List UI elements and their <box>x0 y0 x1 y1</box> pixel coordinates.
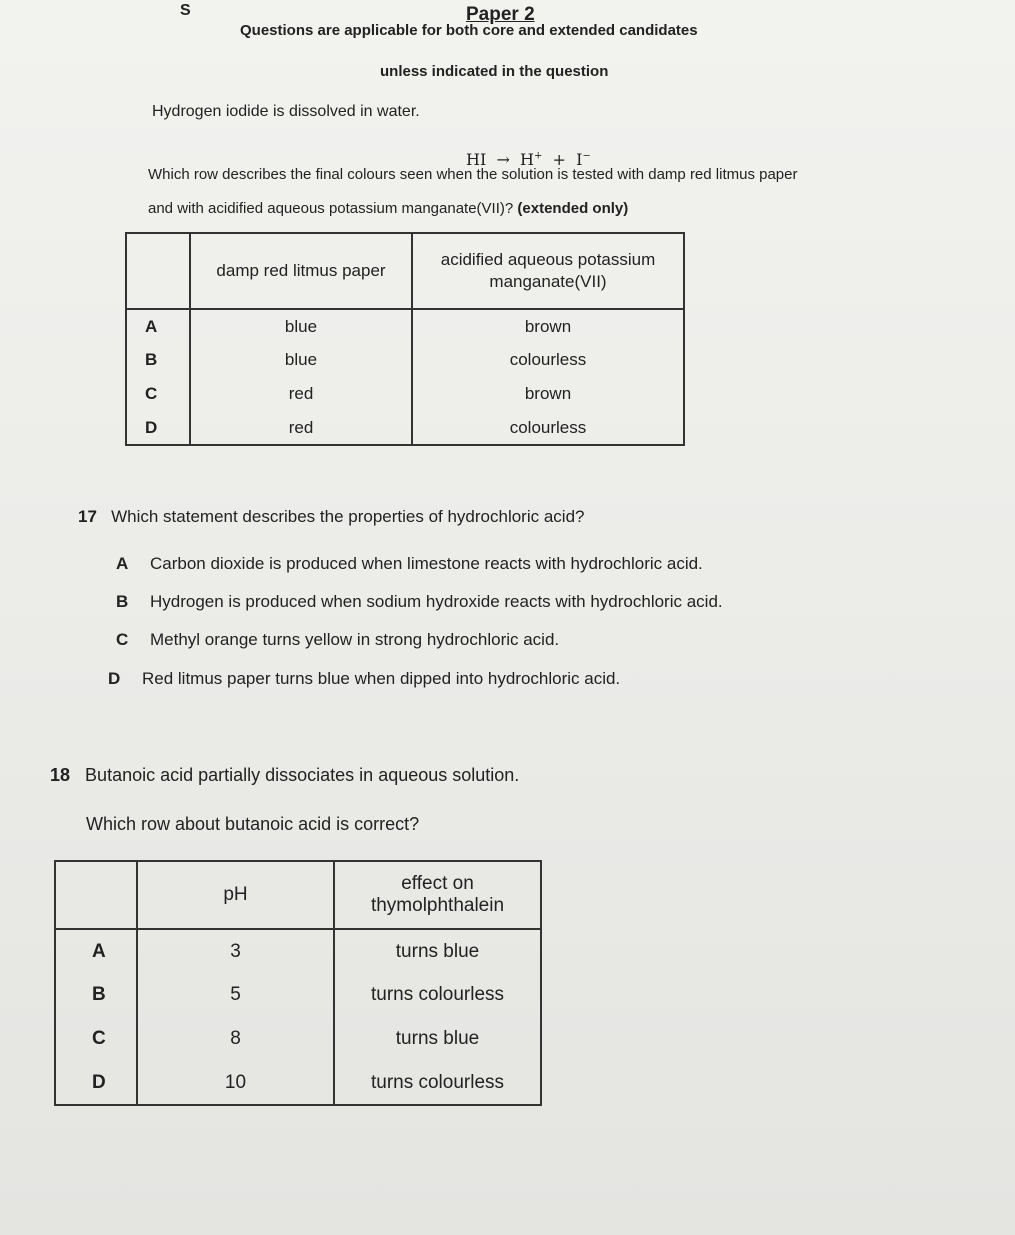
ph-cell: 10 <box>137 1061 334 1105</box>
q16-question-line1: Which row describes the final colours seen when the solution is tested with damp red litmus paper <box>148 166 798 183</box>
table-row <box>55 973 541 1017</box>
q16-stem: Hydrogen iodide is dissolved in water. <box>152 103 420 120</box>
row-label: B <box>126 343 190 377</box>
equation-product-h: H <box>520 150 534 169</box>
option-label: B <box>116 592 129 611</box>
table-header-ph: pH <box>137 861 334 929</box>
q16-question-line2 <box>148 200 628 217</box>
table-row <box>126 411 684 445</box>
q16-question-text: and with acidified aqueous potassium manganate(VII)? <box>148 200 514 217</box>
header-instruction-line1: Questions are applicable for both core and extended candidates <box>240 22 698 39</box>
equation-product-i: I <box>576 150 583 169</box>
option-text: Carbon dioxide is produced when limestone reacts with hydrochloric acid. <box>150 554 703 573</box>
table-header-blank <box>126 233 190 309</box>
litmus-cell: blue <box>190 343 412 377</box>
table-header-manganate: acidified aqueous potassium manganate(VII) <box>412 233 684 309</box>
equation-reactant: HI <box>466 150 487 169</box>
paper-title: Paper 2 <box>466 4 535 25</box>
table-row <box>126 377 684 411</box>
row-label: A <box>55 929 137 973</box>
row-label: D <box>126 411 190 445</box>
q16-question-note: (extended only) <box>517 200 629 217</box>
q17-option-b <box>116 592 723 612</box>
q17-option-d <box>108 669 620 689</box>
equation-h-charge: + <box>533 150 543 162</box>
equation-arrow: → <box>496 150 510 169</box>
q16-answer-table <box>125 232 685 446</box>
table-row <box>55 1017 541 1061</box>
q17-text: Which statement describes the properties of hydrochloric acid? <box>111 507 585 526</box>
ph-cell: 3 <box>137 929 334 973</box>
row-label: A <box>126 309 190 343</box>
table-header-blank <box>55 861 137 929</box>
table-header-row <box>126 233 684 309</box>
equation-i-charge: − <box>582 150 591 162</box>
row-label: B <box>55 973 137 1017</box>
row-label: C <box>55 1017 137 1061</box>
q18-stem <box>50 765 519 786</box>
q17-stem <box>78 507 585 527</box>
option-label: C <box>116 630 129 649</box>
effect-cell: turns blue <box>334 1017 541 1061</box>
q17-option-c <box>116 630 559 650</box>
row-label: D <box>55 1061 137 1105</box>
manganate-cell: brown <box>412 309 684 343</box>
row-label: C <box>126 377 190 411</box>
q17-number: 17 <box>78 507 97 526</box>
litmus-cell: red <box>190 377 412 411</box>
q17-option-a <box>116 554 703 574</box>
header-instruction-line2: unless indicated in the question <box>380 63 609 80</box>
q18-question: Which row about butanoic acid is correct? <box>86 814 420 834</box>
effect-cell: turns blue <box>334 929 541 973</box>
table-header-row <box>55 861 541 929</box>
effect-cell: turns colourless <box>334 1061 541 1105</box>
litmus-cell: red <box>190 411 412 445</box>
q18-text: Butanoic acid partially dissociates in aqueous solution. <box>85 765 520 785</box>
table-row <box>126 343 684 377</box>
effect-cell: turns colourless <box>334 973 541 1017</box>
header-corner-mark: S <box>180 2 191 19</box>
manganate-cell: colourless <box>412 343 684 377</box>
option-text: Hydrogen is produced when sodium hydroxide reacts with hydrochloric acid. <box>150 592 723 611</box>
q18-number: 18 <box>50 765 71 785</box>
q18-answer-table <box>54 860 542 1106</box>
equation-plus: + <box>552 150 566 169</box>
table-row <box>55 1061 541 1105</box>
litmus-cell: blue <box>190 309 412 343</box>
option-text: Methyl orange turns yellow in strong hydrochloric acid. <box>150 630 560 649</box>
option-label: D <box>108 669 121 688</box>
manganate-cell: colourless <box>412 411 684 445</box>
ph-cell: 5 <box>137 973 334 1017</box>
table-row <box>55 929 541 973</box>
table-row <box>126 309 684 343</box>
table-header-thymolphthalein: effect on thymolphthalein <box>334 861 541 929</box>
option-text: Red litmus paper turns blue when dipped into hydrochloric acid. <box>142 669 621 688</box>
manganate-cell: brown <box>412 377 684 411</box>
table-header-litmus: damp red litmus paper <box>190 233 412 309</box>
ph-cell: 8 <box>137 1017 334 1061</box>
option-label: A <box>116 554 129 573</box>
